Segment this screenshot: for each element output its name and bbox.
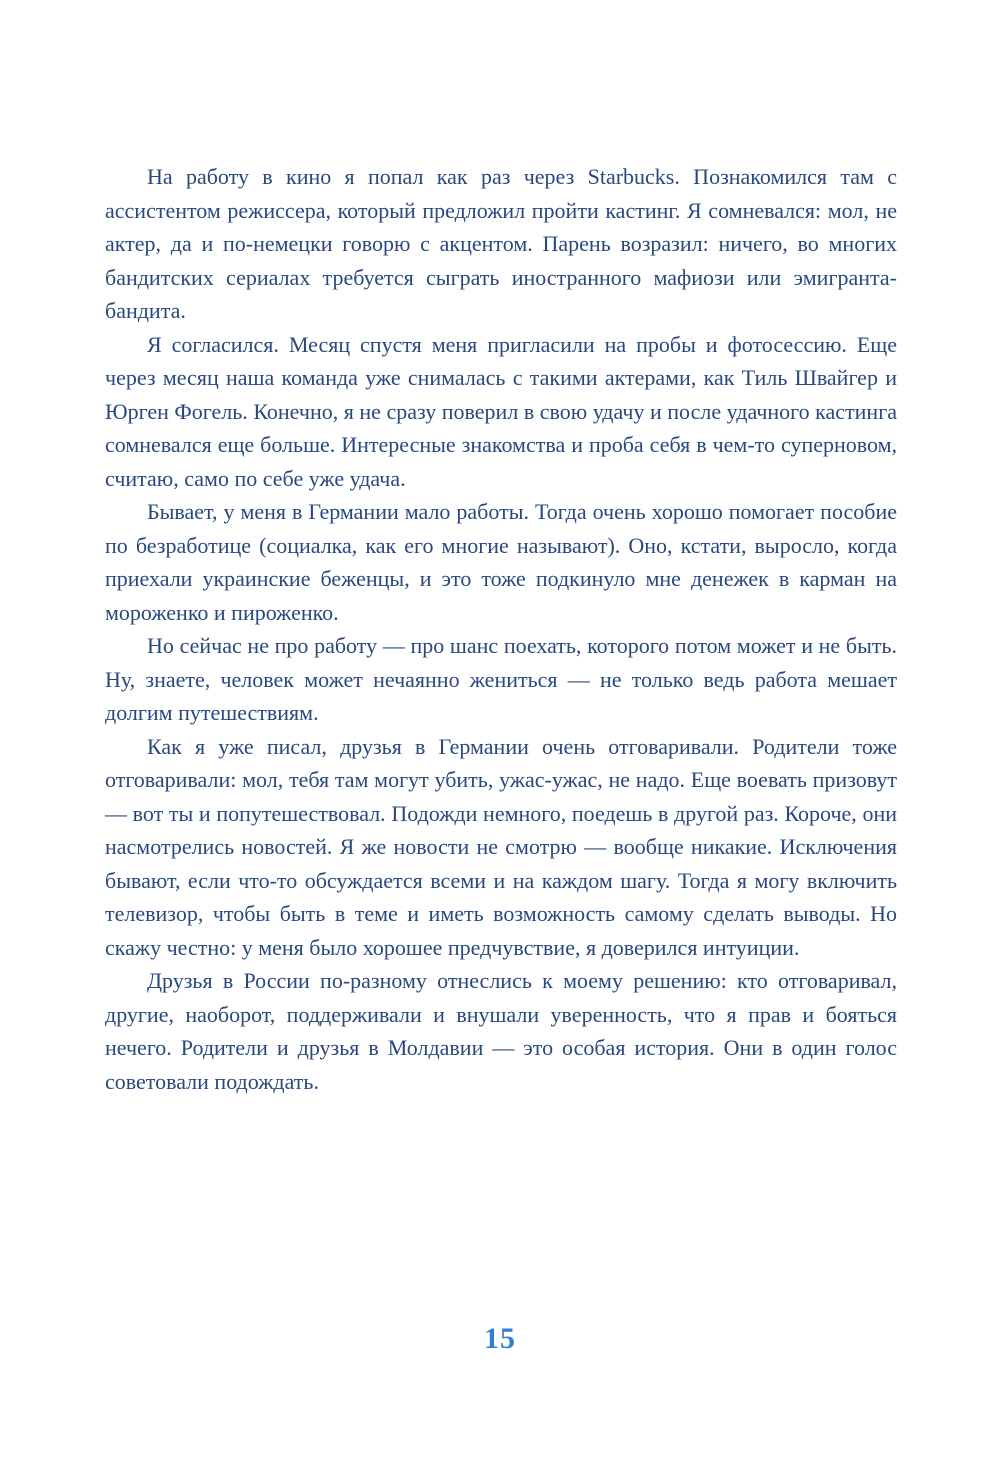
paragraph-3: Бывает, у меня в Германии мало работы. Тогда очень хорошо помогает пособие по безработице (социалка, как его многие называют). Оно, кстати, выросло, когда приехали украинские беженцы, и это тоже подкинуло мне денежек в карман на мороженко и пироженко. <box>105 499 897 625</box>
paragraph-6: Друзья в России по-разному отнеслись к моему решению: кто отговаривал, другие, наоборот, поддерживали и внушали уверенность, что я прав и бояться нечего. Родители и друзья в Молдавии — это особая история. Они в один голос советовали подождать. <box>105 968 897 1094</box>
paragraph-5: Как я уже писал, друзья в Германии очень отговаривали. Родители тоже отговаривали: мол, тебя там могут убить, ужас-ужас, не надо. Еще воевать призовут — вот ты и попутешествовал. Подожди немного, поедешь в другой раз. Короче, они насмотрелись новостей. Я же новости не смотрю — вообще никакие. Исключения бывают, если что-то обсуждается всеми и на каждом шагу. Тогда я могу включить телевизор, чтобы быть в теме и иметь возможность самому сделать выводы. Но скажу честно: у меня было хорошее предчувствие, я доверился интуиции. <box>105 733 897 960</box>
text-block <box>105 160 897 1098</box>
page-number: 15 <box>484 1322 516 1355</box>
paragraph-4: Но сейчас не про работу — про шанс поехать, которого потом может и не быть. Ну, знаете, человек может нечаянно жениться — не только ведь работа мешает долгим путешествиям. <box>105 633 897 725</box>
paragraph-2: Я согласился. Месяц спустя меня пригласили на пробы и фотосессию. Еще через месяц наша команда уже снималась с такими актерами, как Тиль Швайгер и Юрген Фогель. Конечно, я не сразу поверил в свою удачу и после удачного кастинга сомневался еще больше. Интересные знакомства и проба себя в чем-то суперновом, считаю, само по себе уже удача. <box>105 331 897 491</box>
paragraph-1: На работу в кино я попал как раз через Starbucks. Познакомился там с ассистентом режиссера, который предложил пройти кастинг. Я сомневался: мол, не актер, да и по-немецки говорю с акцентом. Парень возразил: ничего, во многих бандитских сериалах требуется сыграть иностранного мафиози или эмигранта-бандита. <box>105 164 897 323</box>
